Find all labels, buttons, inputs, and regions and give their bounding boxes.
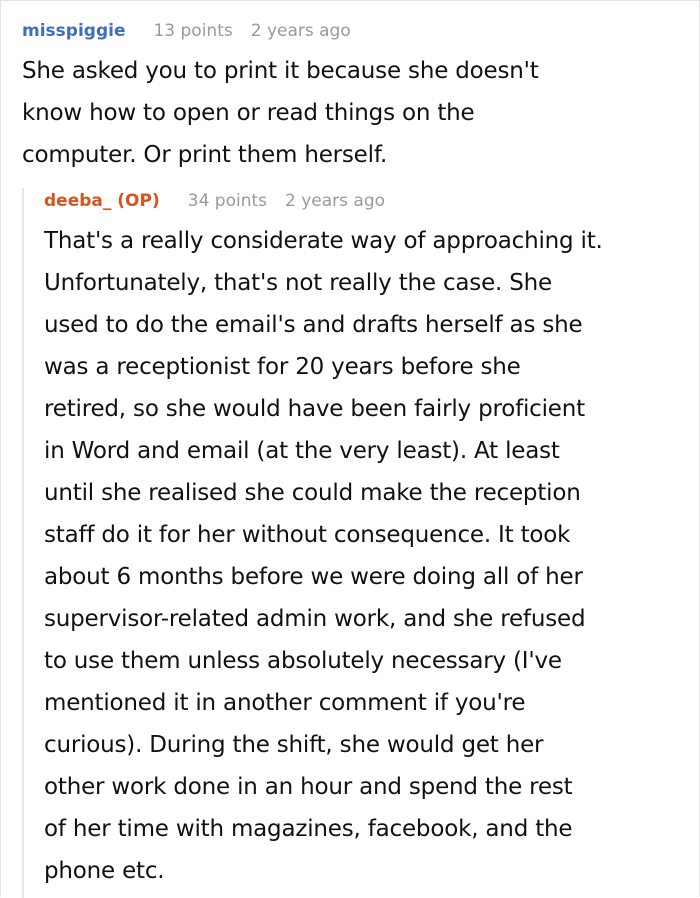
- timestamp: 2 years ago: [285, 191, 386, 211]
- comment-text-line: of her time with magazines, facebook, and the: [44, 816, 573, 842]
- comment-text-line: retired, so she would have been fairly proficient: [44, 396, 585, 422]
- points: 34 points: [187, 191, 267, 211]
- comment-text-line: about 6 months before we were doing all of her: [44, 564, 583, 590]
- username-link[interactable]: misspiggie: [22, 21, 126, 41]
- comment-body: [44, 220, 603, 892]
- points: 13 points: [153, 21, 233, 41]
- comment-body: [22, 50, 539, 176]
- username-link[interactable]: deeba_ (OP): [44, 191, 160, 211]
- comment-text-line: other work done in an hour and spend the rest: [44, 774, 573, 800]
- comment-text-line: Unfortunately, that's not really the case. She: [44, 270, 552, 296]
- comment-text-line: until she realised she could make the reception: [44, 480, 581, 506]
- comment-text-line: She asked you to print it because she doesn't: [22, 58, 539, 84]
- comment-text-line: know how to open or read things on the: [22, 100, 475, 126]
- comment-text-line: to use them unless absolutely necessary (I've: [44, 648, 562, 674]
- comment-text-line: staff do it for her without consequence. It took: [44, 522, 571, 548]
- comment-meta: [44, 188, 603, 214]
- comment-text-line: in Word and email (at the very least). At least: [44, 438, 560, 464]
- comment-text-line: phone etc.: [44, 858, 165, 884]
- comment-text-line: computer. Or print them herself.: [22, 142, 388, 168]
- comment-text-line: used to do the email's and drafts herself as she: [44, 312, 583, 338]
- comment-text-line: supervisor-related admin work, and she refused: [44, 606, 586, 632]
- reply-comment: [22, 188, 603, 898]
- comment-text-line: mentioned it in another comment if you're: [44, 690, 526, 716]
- comment-text-line: curious). During the shift, she would get her: [44, 732, 544, 758]
- comment-text-line: was a receptionist for 20 years before she: [44, 354, 521, 380]
- comment-meta: [22, 18, 539, 44]
- comment: [22, 18, 539, 176]
- comment-text-line: That's a really considerate way of approaching it.: [44, 228, 603, 254]
- timestamp: 2 years ago: [250, 21, 351, 41]
